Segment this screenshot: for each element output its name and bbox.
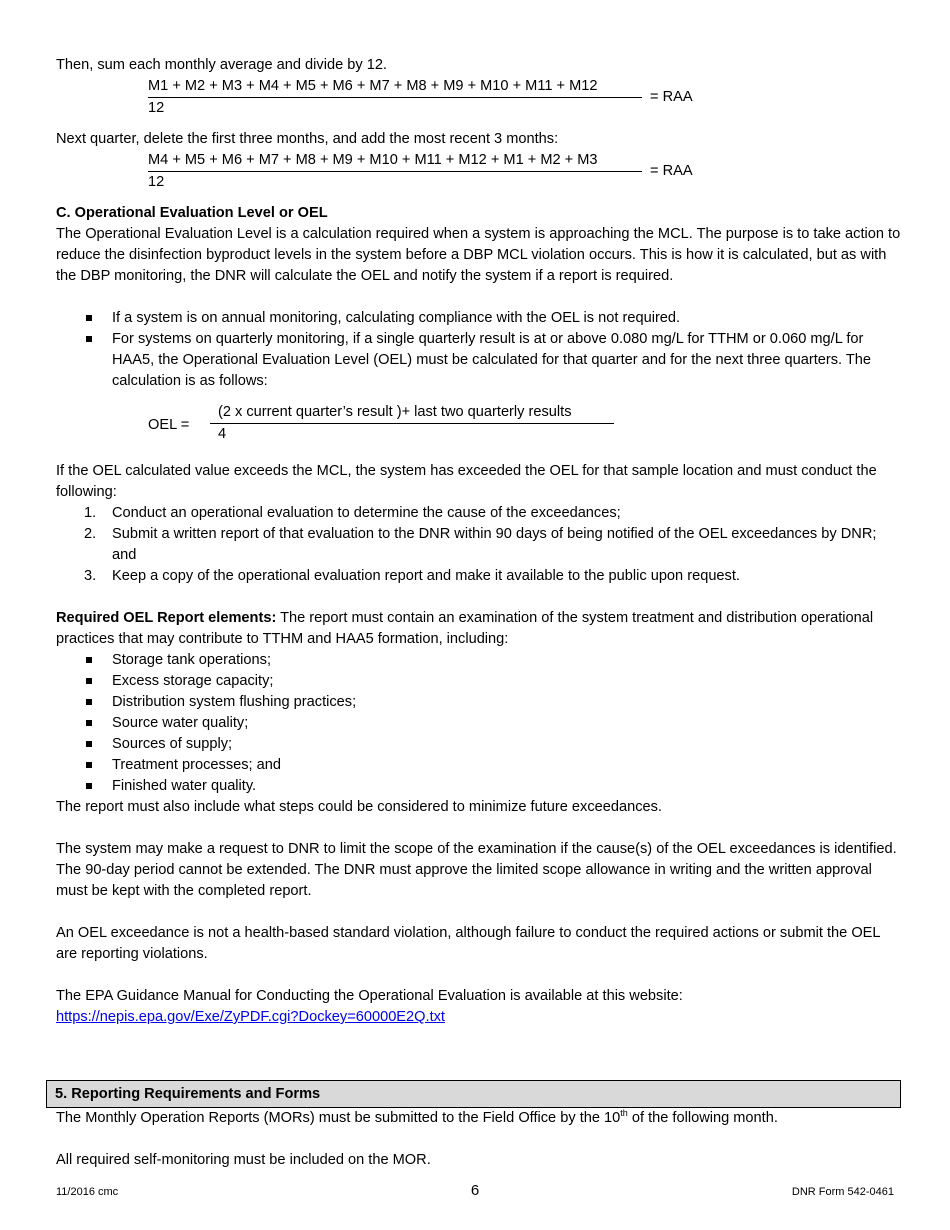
page-content [56, 55, 902, 1028]
list-item [56, 566, 902, 587]
list-item: Excess storage capacity; [56, 671, 902, 692]
formula-numerator: M1 + M2 + M3 + M4 + M5 + M6 + M7 + M8 + M9 + M10 + M11 + M12 [148, 76, 642, 98]
oel-steps-list [56, 503, 902, 587]
list-item: Finished water quality. [56, 776, 902, 797]
formula-result: = RAA [650, 163, 693, 179]
raa-intro: Then, sum each monthly average and divide by 12. [56, 57, 387, 73]
formula-numerator: M4 + M5 + M6 + M7 + M8 + M9 + M10 + M11 + M12 + M1 + M2 + M3 [148, 150, 642, 172]
list-item: For systems on quarterly monitoring, if a single quarterly result is at or above 0.080 mg/L for TTHM or 0.060 mg/L for HAA5, the Operational Evaluation Level (OEL) must be calculated for that quarter and for the next three quarters. The calculation is as follows: [56, 329, 902, 392]
next-quarter-text: Next quarter, delete the first three months, and add the most recent 3 months: [56, 131, 559, 147]
formula-numerator: (2 x current quarter’s result )+ last two quarterly results [210, 402, 614, 424]
list-item: Storage tank operations; [56, 650, 902, 671]
list-item: Source water quality; [56, 713, 902, 734]
formula-denominator: 12 [148, 100, 165, 116]
oel-exceed-text: If the OEL calculated value exceeds the MCL, the system has exceeded the OEL for that sample location and must conduct the following: [56, 463, 877, 500]
list-item: If a system is on annual monitoring, calculating compliance with the OEL is not required. [56, 308, 902, 329]
step-number: 2. [84, 526, 97, 542]
report-text: The report must contain an examination of the system treatment and distribution operational practices that may contribute to TTHM and HAA5 formation, including: [56, 610, 874, 647]
page-number: 6 [470, 1182, 480, 1199]
oel-intro: The Operational Evaluation Level is a calculation required when a system is approaching the MCL. The purpose is to take action to reduce the disinfection byproduct levels in the system before a DBP MCL violation occurs. This is how it is calculated, but as with the DBP monitoring, the DNR will calculate the OEL and notify the system if a report is required. [56, 226, 901, 284]
epa-text: The EPA Guidance Manual for Conducting the Operational Evaluation is available at this website: [56, 988, 683, 1004]
mor-text-after: of the following month. [627, 1110, 778, 1126]
mor-text [56, 1108, 902, 1129]
oel-heading: C. Operational Evaluation Level or OEL [56, 205, 328, 221]
formula-denominator: 4 [218, 426, 227, 442]
list-item: Distribution system flushing practices; [56, 692, 902, 713]
raa-formula-1 [56, 76, 902, 118]
footer-date: 11/2016 cmc [56, 1186, 119, 1198]
list-item: Treatment processes; and [56, 755, 902, 776]
oel-formula [56, 402, 902, 450]
report-steps-text: The report must also include what steps could be considered to minimize future exceedances. [56, 799, 662, 815]
violation-text: An OEL exceedance is not a health-based standard violation, although failure to conduct the required actions or submit the OEL are reporting violations. [56, 925, 880, 962]
step-text: Keep a copy of the operational evaluation report and make it available to the public upon request. [112, 568, 740, 584]
mor-text-before: The Monthly Operation Reports (MORs) must be submitted to the Field Office by the 10 [56, 1110, 621, 1126]
report-label: Required OEL Report elements: [56, 610, 277, 626]
section-5-heading: 5. Reporting Requirements and Forms [46, 1080, 901, 1108]
oel-bullet-list [56, 308, 902, 392]
step-number: 1. [84, 505, 97, 521]
footer-form-number: DNR Form 542-0461 [791, 1186, 894, 1198]
epa-guidance-link[interactable]: https://nepis.epa.gov/Exe/ZyPDF.cgi?Dockey=60000E2Q.txt [56, 1009, 445, 1025]
step-number: 3. [84, 568, 97, 584]
oel-formula-label: OEL = [148, 417, 190, 433]
formula-denominator: 12 [148, 174, 165, 190]
raa-formula-2 [56, 150, 902, 192]
list-item [56, 524, 902, 566]
mor-superscript: th [620, 1108, 628, 1119]
oel-report-list [56, 650, 902, 797]
list-item: Sources of supply; [56, 734, 902, 755]
formula-result: = RAA [650, 89, 693, 105]
oel-report-paragraph [56, 608, 902, 650]
section-5-content [56, 1108, 902, 1171]
list-item [56, 503, 902, 524]
scope-text: The system may make a request to DNR to limit the scope of the examination if the cause(s) of the OEL exceedances is identified. The 90-day period cannot be extended. The DNR must approve the limited scope allowance in writing and the written approval must be kept with the completed report. [56, 841, 897, 899]
step-text: Submit a written report of that evaluation to the DNR within 90 days of being notified of the OEL exceedances by DNR; and [112, 526, 877, 563]
self-monitoring-text: All required self-monitoring must be included on the MOR. [56, 1152, 431, 1168]
step-text: Conduct an operational evaluation to determine the cause of the exceedances; [112, 505, 621, 521]
